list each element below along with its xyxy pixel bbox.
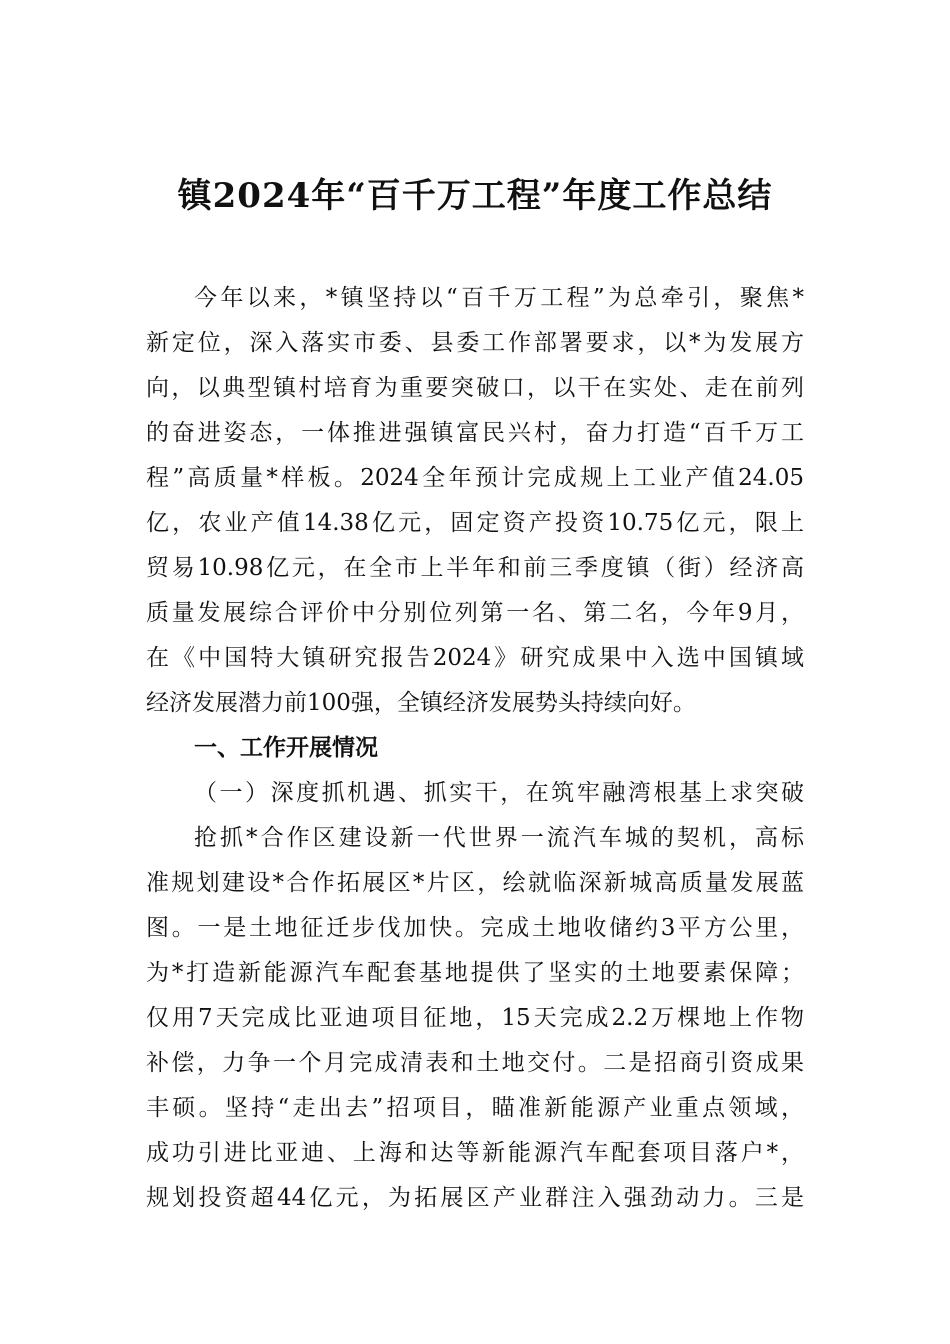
body-line: 准规划建设*合作拓展区*片区，绘就临深新城高质量发展蓝 bbox=[146, 870, 804, 896]
intro-line: 亿，农业产值14.38亿元，固定资产投资10.75亿元，限上 bbox=[146, 510, 804, 536]
intro-line: 今年以来，*镇坚持以“百千万工程”为总牵引，聚焦* bbox=[194, 285, 804, 311]
intro-line: 贸易10.98亿元，在全市上半年和前三季度镇（街）经济高 bbox=[146, 555, 804, 581]
body-line: 规划投资超44亿元，为拓展区产业群注入强劲动力。三是 bbox=[146, 1185, 804, 1211]
body-line: 成功引进比亚迪、上海和达等新能源汽车配套项目落户*， bbox=[146, 1140, 804, 1166]
intro-line: 经济发展潜力前100强，全镇经济发展势头持续向好。 bbox=[146, 690, 696, 716]
intro-line: 程”高质量*样板。2024全年预计完成规上工业产值24.05 bbox=[146, 465, 804, 491]
intro-line: 新定位，深入落实市委、县委工作部署要求，以*为发展方 bbox=[146, 330, 804, 356]
body-line: 为*打造新能源汽车配套基地提供了坚实的土地要素保障； bbox=[146, 960, 804, 986]
section-heading: 一、工作开展情况 bbox=[194, 735, 378, 761]
body-line: 图。一是土地征迁步伐加快。完成土地收储约3平方公里， bbox=[146, 915, 804, 941]
intro-line: 向，以典型镇村培育为重要突破口，以干在实处、走在前列 bbox=[146, 375, 804, 401]
subsection-heading: （一）深度抓机遇、抓实干，在筑牢融湾根基上求突破 bbox=[194, 780, 804, 806]
intro-line: 的奋进姿态，一体推进强镇富民兴村，奋力打造“百千万工 bbox=[146, 420, 804, 446]
body-line: 补偿，力争一个月完成清表和土地交付。二是招商引资成果 bbox=[146, 1050, 804, 1076]
body-line: 抢抓*合作区建设新一代世界一流汽车城的契机，高标 bbox=[194, 825, 804, 851]
intro-line: 质量发展综合评价中分别位列第一名、第二名，今年9月， bbox=[146, 600, 804, 626]
intro-line: 在《中国特大镇研究报告2024》研究成果中入选中国镇域 bbox=[146, 645, 804, 671]
document-title: 镇2024年“百千万工程”年度工作总结 bbox=[177, 176, 773, 216]
body-line: 丰硕。坚持“走出去”招项目，瞄准新能源产业重点领域， bbox=[146, 1095, 804, 1121]
body-line: 仅用7天完成比亚迪项目征地，15天完成2.2万棵地上作物 bbox=[146, 1005, 804, 1031]
